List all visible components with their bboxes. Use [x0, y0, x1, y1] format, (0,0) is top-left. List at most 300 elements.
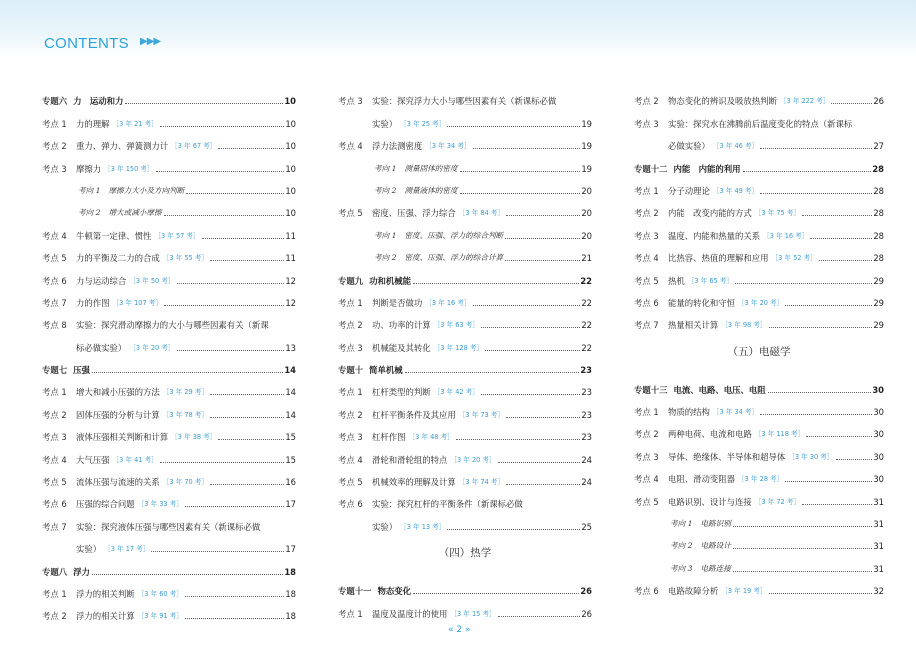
- entry-title: 电路连接: [700, 563, 731, 573]
- entry-title: 测量固体的密度: [404, 163, 458, 173]
- toc-entry[interactable]: [42, 308, 296, 330]
- entry-title: 导体、绝缘体、半导体和超导体: [668, 451, 786, 462]
- page-ref: 22: [580, 275, 592, 286]
- page-ref: 13: [285, 342, 296, 353]
- entry-label: 考点 3: [338, 432, 363, 443]
- entry-label: 考点 2: [634, 429, 659, 440]
- dot-leader: [185, 596, 284, 597]
- toc-entry[interactable]: [42, 375, 296, 397]
- entry-label: 考点 6: [42, 275, 67, 286]
- entry-label: 考点 7: [42, 521, 67, 532]
- entry-label: 考点 3: [42, 163, 67, 174]
- page-ref: 23: [581, 387, 592, 398]
- entry-label: 考点 6: [634, 586, 659, 597]
- page-ref: 10: [285, 141, 296, 152]
- dot-leader: [185, 506, 284, 507]
- exam-count-tag: ［3 年 75 考］: [754, 209, 800, 218]
- page-ref: 31: [873, 496, 884, 507]
- page-ref: 24: [581, 454, 592, 465]
- entry-label: 考点 5: [634, 275, 659, 286]
- toc-entry[interactable]: [42, 487, 296, 509]
- toc-section[interactable]: [42, 353, 296, 375]
- entry-label: 考点 6: [338, 499, 363, 510]
- entry-title: 机械能及其转化: [372, 342, 431, 353]
- toc-entry[interactable]: [42, 263, 296, 285]
- entry-label: 考点 4: [42, 454, 67, 465]
- entry-label: 考向 2: [374, 185, 397, 195]
- dot-leader: [473, 305, 581, 306]
- entry-label: 考点 1: [42, 588, 67, 599]
- entry-label: 考点 3: [42, 432, 67, 443]
- exam-count-tag: ［3 年 49 考］: [712, 186, 759, 195]
- toc-entry[interactable]: [338, 308, 592, 330]
- dot-leader: [785, 305, 872, 306]
- dot-leader: [733, 571, 873, 572]
- entry-title: 功和机械能: [369, 275, 411, 286]
- toc-entry[interactable]: [338, 286, 592, 308]
- page-ref: 29: [873, 320, 884, 331]
- entry-label: 考向 1: [78, 185, 101, 195]
- page-ref: 10: [284, 96, 296, 107]
- entry-title: 实验：探究水在沸腾前后温度变化的特点（新课标: [668, 118, 853, 129]
- entry-title: 电路设计: [700, 541, 731, 551]
- entry-title: 两种电荷、电流和电路: [668, 429, 752, 440]
- exam-count-tag: ［3 年 29 考］: [162, 388, 208, 397]
- toc-subentry[interactable]: [338, 241, 592, 263]
- toc-entry[interactable]: [338, 487, 592, 509]
- toc-entry[interactable]: [338, 330, 592, 352]
- toc-subentry[interactable]: [634, 529, 884, 551]
- exam-count-tag: ［3 年 28 考］: [738, 475, 784, 484]
- header-band: [0, 0, 916, 58]
- toc-entry[interactable]: [634, 218, 884, 240]
- dot-leader: [498, 462, 581, 463]
- entry-label: 考点 1: [338, 608, 363, 619]
- dot-leader: [156, 171, 285, 172]
- dot-leader: [210, 260, 284, 261]
- exam-count-tag: ［3 年 42 考］: [433, 388, 479, 397]
- entry-title: 重力、弹力、弹簧测力计: [76, 141, 169, 152]
- toc-entry[interactable]: [634, 286, 884, 308]
- toc-subentry[interactable]: [338, 151, 592, 173]
- exam-count-tag: ［3 年 73 考］: [458, 410, 504, 419]
- exam-count-tag: ［3 年 72 考］: [754, 497, 800, 506]
- toc-entry[interactable]: [42, 106, 296, 128]
- dot-leader: [485, 350, 580, 351]
- page-ref: 11: [285, 253, 296, 264]
- dot-leader: [768, 392, 872, 393]
- toc-subentry[interactable]: [338, 218, 592, 240]
- page-ref: 27: [873, 141, 884, 152]
- page-ref: 32: [873, 586, 884, 597]
- entry-title: 电路故障分析: [668, 586, 719, 597]
- page-ref: 22: [581, 342, 592, 353]
- toc-continuation[interactable]: [338, 106, 592, 128]
- page-ref: 15: [285, 432, 296, 443]
- exam-count-tag: ［3 年 16 考］: [763, 231, 809, 240]
- entry-title: 分子动理论: [668, 185, 710, 196]
- toc-entry[interactable]: [634, 395, 884, 417]
- exam-count-tag: ［3 年 60 考］: [137, 589, 183, 598]
- page-ref: 30: [873, 429, 884, 440]
- exam-count-tag: ［3 年 48 考］: [408, 433, 454, 442]
- entry-title: 牛顿第一定律、惯性: [76, 230, 152, 241]
- toc-entry[interactable]: [338, 84, 592, 106]
- dot-leader: [210, 394, 284, 395]
- dot-leader: [505, 238, 580, 239]
- entry-title: 必做实验）: [668, 141, 710, 152]
- entry-title: 比热容、热值的理解和应用: [668, 253, 769, 264]
- exam-count-tag: ［3 年 20 考］: [450, 455, 496, 464]
- entry-label: 考点 2: [42, 141, 67, 152]
- dot-leader: [785, 481, 872, 482]
- entry-title: 机械效率的理解及计算: [372, 477, 456, 488]
- exam-count-tag: ［3 年 84 考］: [458, 209, 504, 218]
- entry-title: 力 运动和力: [73, 96, 124, 107]
- page-ref: 19: [581, 141, 592, 152]
- dot-leader: [210, 417, 284, 418]
- entry-title: 电路识别、设计与连接: [668, 496, 752, 507]
- entry-label: 考向 2: [670, 541, 693, 551]
- entry-label: 考点 3: [338, 342, 363, 353]
- entry-title: 压强: [73, 365, 90, 376]
- entry-label: 考点 1: [42, 387, 67, 398]
- entry-label: 考点 5: [42, 477, 67, 488]
- toc-entry[interactable]: [338, 465, 592, 487]
- exam-count-tag: ［3 年 52 考］: [771, 254, 817, 263]
- dot-leader: [160, 126, 285, 127]
- toc-entry[interactable]: [42, 151, 296, 173]
- toc-subentry[interactable]: [42, 174, 296, 196]
- entry-label: 考点 2: [338, 320, 363, 331]
- toc-entry[interactable]: [42, 577, 296, 599]
- entry-title: 大气压强: [76, 454, 110, 465]
- toc-entry[interactable]: [42, 241, 296, 263]
- toc-section[interactable]: [42, 84, 296, 106]
- page-ref: 19: [581, 118, 592, 129]
- entry-title: 力与运动综合: [76, 275, 127, 286]
- toc-entry[interactable]: [42, 286, 296, 308]
- toc-entry[interactable]: [634, 84, 884, 106]
- toc-entry[interactable]: [634, 196, 884, 218]
- exam-count-tag: ［3 年 19 考］: [721, 587, 767, 596]
- entry-title: 实验：探究液体压强与哪些因素有关（新课标必做: [76, 521, 261, 532]
- toc-entry[interactable]: [634, 308, 884, 330]
- page-ref: 18: [285, 611, 296, 622]
- dot-leader: [413, 283, 579, 284]
- entry-title: 流体压强与流速的关系: [76, 477, 160, 488]
- entry-title: 摩擦力大小及方向判断: [108, 185, 185, 195]
- entry-title: 浮力的相关判断: [76, 588, 135, 599]
- entry-label: 考点 2: [634, 96, 659, 107]
- exam-count-tag: ［3 年 128 考］: [433, 343, 484, 352]
- entry-title: 密度、压强、浮力的综合计算: [404, 253, 504, 263]
- toc-subentry[interactable]: [634, 507, 884, 529]
- entry-title: 浮力的相关计算: [76, 611, 135, 622]
- exam-count-tag: ［3 年 57 考］: [154, 231, 200, 240]
- page-ref: 26: [873, 96, 884, 107]
- entry-title: 热机: [668, 275, 685, 286]
- entry-title: 电阻、滑动变阻器: [668, 474, 735, 485]
- toc-continuation[interactable]: [42, 330, 296, 352]
- toc-entry[interactable]: [42, 599, 296, 621]
- dot-leader: [460, 171, 581, 172]
- toc-entry[interactable]: [338, 129, 592, 151]
- toc-entry[interactable]: [338, 442, 592, 464]
- page-ref: 12: [285, 297, 296, 308]
- exam-count-tag: ［3 年 25 考］: [400, 119, 446, 128]
- page-ref: 22: [581, 320, 592, 331]
- exam-count-tag: ［3 年 20 考］: [738, 298, 784, 307]
- page-ref: 28: [873, 185, 884, 196]
- toc-section[interactable]: [634, 151, 884, 173]
- entry-label: 考点 2: [338, 409, 363, 420]
- toc-entry[interactable]: [42, 218, 296, 240]
- dot-leader: [177, 350, 285, 351]
- toc-section[interactable]: [338, 353, 592, 375]
- dot-leader: [164, 305, 284, 306]
- dot-leader: [405, 372, 580, 373]
- entry-title: 摩擦力: [76, 163, 102, 174]
- toc-entry[interactable]: [634, 106, 884, 128]
- dot-leader: [447, 529, 580, 530]
- page-ref: 14: [285, 387, 296, 398]
- dot-leader: [92, 372, 283, 373]
- entry-title: 杠杆类型的判断: [372, 387, 431, 398]
- exam-count-tag: ［3 年 46 考］: [712, 142, 759, 151]
- exam-count-tag: ［3 年 150 考］: [104, 164, 154, 173]
- entry-title: 能量的转化和守恒: [668, 297, 735, 308]
- entry-label: 专题七: [42, 365, 68, 376]
- page-ref: 15: [285, 454, 296, 465]
- entry-label: 考点 4: [42, 230, 67, 241]
- exam-count-tag: ［3 年 38 考］: [171, 433, 217, 442]
- page-ref: 14: [284, 365, 296, 376]
- toc-section[interactable]: [634, 372, 884, 394]
- toc-subentry[interactable]: [634, 551, 884, 573]
- exam-count-tag: ［3 年 63 考］: [433, 321, 479, 330]
- toc-subentry[interactable]: [338, 174, 592, 196]
- exam-count-tag: ［3 年 17 考］: [104, 545, 150, 554]
- page-ref: 28: [873, 230, 884, 241]
- exam-count-tag: ［3 年 34 考］: [425, 142, 471, 151]
- entry-label: 考向 2: [374, 253, 397, 263]
- dot-leader: [743, 171, 872, 172]
- toc-continuation[interactable]: [42, 532, 296, 554]
- dot-leader: [760, 193, 872, 194]
- dot-leader: [218, 148, 284, 149]
- entry-label: 考向 2: [78, 208, 101, 218]
- entry-label: 考向 1: [670, 519, 693, 529]
- toc-entry[interactable]: [634, 174, 884, 196]
- entry-label: 考点 1: [338, 297, 363, 308]
- dot-leader: [810, 238, 872, 239]
- toc-entry[interactable]: [634, 484, 884, 506]
- entry-title: 判断是否做功: [372, 297, 423, 308]
- entry-title: 增大或减小摩擦: [108, 208, 162, 218]
- toc-continuation[interactable]: [338, 509, 592, 531]
- page-ref: 21: [581, 253, 592, 264]
- toc-entry[interactable]: [634, 439, 884, 461]
- entry-title: 热量相关计算: [668, 320, 719, 331]
- dot-leader: [506, 484, 580, 485]
- dot-leader: [735, 283, 872, 284]
- dot-leader: [831, 103, 872, 104]
- entry-label: 专题六: [42, 96, 68, 107]
- entry-title: 力的平衡及二力的合成: [76, 253, 160, 264]
- exam-count-tag: ［3 年 55 考］: [162, 254, 208, 263]
- entry-label: 考向 1: [374, 230, 397, 240]
- part-heading: （四）热学: [438, 547, 492, 560]
- page-ref: 31: [873, 541, 884, 552]
- entry-title: 密度、压强、浮力综合: [372, 208, 456, 219]
- entry-title: 电路识别: [700, 519, 731, 529]
- toc-entry[interactable]: [42, 420, 296, 442]
- entry-label: 考点 7: [634, 320, 659, 331]
- toc-entry[interactable]: [634, 241, 884, 263]
- exam-count-tag: ［3 年 50 考］: [129, 276, 175, 285]
- toc-entry[interactable]: [634, 263, 884, 285]
- entry-title: 固体压强的分析与计算: [76, 409, 160, 420]
- page-ref: 18: [284, 566, 296, 577]
- toc-entry[interactable]: [634, 462, 884, 484]
- entry-label: 考点 4: [338, 454, 363, 465]
- exam-count-tag: ［3 年 33 考］: [137, 500, 183, 509]
- exam-count-tag: ［3 年 65 考］: [687, 276, 733, 285]
- dot-leader: [92, 574, 283, 575]
- dot-leader: [769, 593, 873, 594]
- toc-entry[interactable]: [42, 442, 296, 464]
- page-ref: 17: [285, 544, 296, 555]
- toc-section[interactable]: [338, 263, 592, 285]
- exam-count-tag: ［3 年 98 考］: [721, 321, 767, 330]
- entry-label: 考点 1: [338, 387, 363, 398]
- page-ref: 20: [581, 185, 592, 196]
- toc-continuation[interactable]: [634, 129, 884, 151]
- entry-label: 专题八: [42, 566, 68, 577]
- arrows-icon: ▶▶▶: [140, 36, 161, 47]
- entry-title: 浮力: [73, 566, 90, 577]
- entry-label: 专题九: [338, 275, 364, 286]
- entry-title: 实验：探究杠杆的平衡条件（新课标必做: [372, 499, 523, 510]
- toc-subentry[interactable]: [42, 196, 296, 218]
- entry-label: 考点 6: [42, 499, 67, 510]
- dot-leader: [836, 459, 873, 460]
- entry-label: 考点 5: [634, 496, 659, 507]
- exam-count-tag: ［3 年 16 考］: [425, 298, 471, 307]
- page-ref: 16: [285, 477, 296, 488]
- page-ref: 31: [873, 563, 884, 574]
- dot-leader: [802, 504, 872, 505]
- entry-title: 实验：探究浮力大小与哪些因素有关（新课标必做: [372, 96, 557, 107]
- toc-entry[interactable]: [634, 574, 884, 596]
- entry-title: 力的理解: [76, 118, 110, 129]
- entry-label: 考点 4: [634, 474, 659, 485]
- toc-entry[interactable]: [42, 397, 296, 419]
- entry-label: 考向 1: [374, 163, 397, 173]
- exam-count-tag: ［3 年 15 考］: [450, 609, 496, 618]
- dot-leader: [733, 548, 873, 549]
- page-ref: 30: [872, 384, 884, 395]
- entry-title: 温度及温度计的使用: [372, 608, 448, 619]
- exam-count-tag: ［3 年 222 考］: [779, 97, 830, 106]
- page-ref: 23: [581, 432, 592, 443]
- exam-count-tag: ［3 年 107 考］: [112, 298, 162, 307]
- exam-count-tag: ［3 年 30 考］: [788, 452, 834, 461]
- entry-label: 考点 5: [338, 208, 363, 219]
- dot-leader: [413, 593, 579, 594]
- entry-label: 专题十一: [338, 586, 372, 597]
- entry-title: 实验：探究滑动摩擦力的大小与哪些因素有关（新课: [76, 320, 269, 331]
- entry-title: 实验）: [76, 544, 102, 555]
- toc-entry[interactable]: [338, 196, 592, 218]
- toc-entry[interactable]: [338, 397, 592, 419]
- page-ref: 28: [873, 208, 884, 219]
- dot-leader: [802, 215, 872, 216]
- exam-count-tag: ［3 年 118 考］: [754, 430, 805, 439]
- entry-label: 考点 1: [634, 185, 659, 196]
- entry-label: 考点 1: [42, 118, 67, 129]
- toc-section[interactable]: [338, 574, 592, 596]
- entry-title: 滑轮和滑轮组的特点: [372, 454, 448, 465]
- toc-entry[interactable]: [42, 509, 296, 531]
- entry-title: 增大和减小压强的方法: [76, 387, 160, 398]
- page-ref: 30: [873, 451, 884, 462]
- toc-entry[interactable]: [42, 465, 296, 487]
- dot-leader: [481, 394, 580, 395]
- page-ref: 28: [872, 163, 884, 174]
- toc-section[interactable]: [42, 554, 296, 576]
- dot-leader: [819, 260, 873, 261]
- page-ref: 30: [873, 407, 884, 418]
- page-ref: 26: [581, 608, 592, 619]
- toc-column-3: [634, 84, 884, 596]
- page-ref: 29: [873, 275, 884, 286]
- entry-title: 实验）: [372, 118, 398, 129]
- entry-title: 测量液体的密度: [404, 185, 458, 195]
- dot-leader: [760, 414, 872, 415]
- entry-title: 杠杆平衡条件及其应用: [372, 409, 456, 420]
- toc-entry[interactable]: [634, 417, 884, 439]
- page-ref: 23: [580, 365, 592, 376]
- part-heading: （五）电磁学: [727, 345, 791, 358]
- page-ref: 23: [581, 409, 592, 420]
- entry-label: 考点 1: [634, 407, 659, 418]
- dot-leader: [456, 439, 581, 440]
- contents-title: CONTENTS: [44, 35, 129, 52]
- toc-entry[interactable]: [338, 596, 592, 618]
- entry-label: 考点 6: [634, 297, 659, 308]
- entry-title: 实验）: [372, 521, 398, 532]
- page-ref: 12: [285, 275, 296, 286]
- entry-label: 考点 3: [634, 230, 659, 241]
- dot-leader: [473, 148, 581, 149]
- page-ref: 25: [581, 521, 592, 532]
- toc-column-1: [42, 84, 296, 621]
- exam-count-tag: ［3 年 91 考］: [137, 612, 183, 621]
- toc-entry[interactable]: [338, 375, 592, 397]
- page-ref: 10: [285, 118, 296, 129]
- dot-leader: [164, 215, 285, 216]
- entry-label: 考向 3: [670, 563, 693, 573]
- entry-title: 内能 内能的利用: [673, 163, 741, 174]
- toc-entry[interactable]: [42, 129, 296, 151]
- dot-leader: [481, 327, 580, 328]
- toc-entry[interactable]: [338, 420, 592, 442]
- page-ref: 30: [873, 474, 884, 485]
- page-ref: 20: [581, 208, 592, 219]
- page-ref: 20: [581, 230, 592, 241]
